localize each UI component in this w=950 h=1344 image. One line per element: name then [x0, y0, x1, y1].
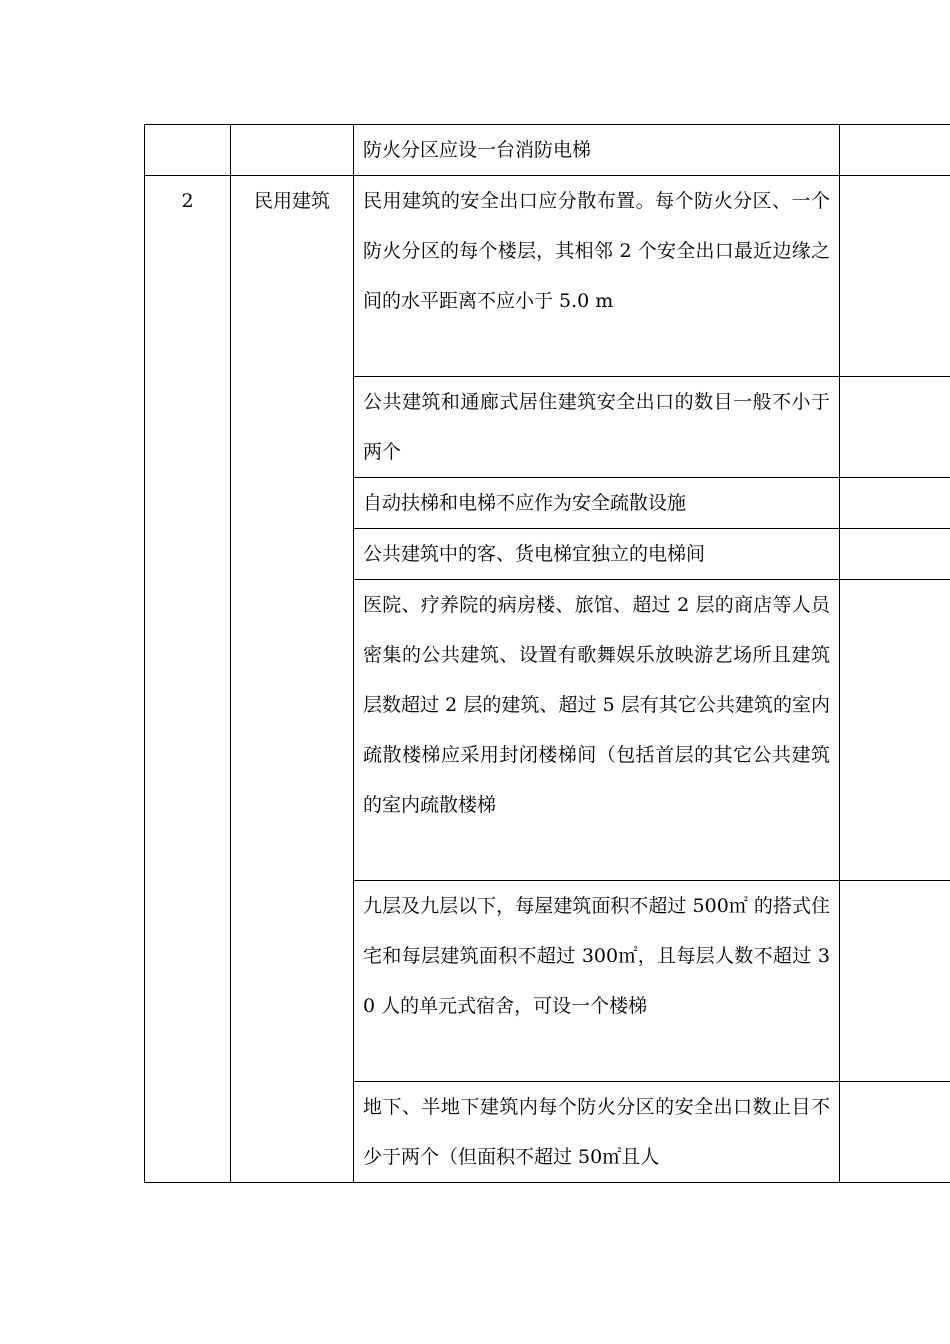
- requirement-text: 九层及九层以下，每屋建筑面积不超过 500㎡ 的搭式住宅和每层建筑面积不超过 300㎡，且每层人数不超过 30 人的单元式宿舍，可设一个楼梯: [354, 881, 840, 1082]
- remark-cell: [840, 125, 950, 176]
- requirement-text: 自动扶梯和电梯不应作为安全疏散设施: [354, 478, 840, 529]
- remark-cell: [840, 529, 950, 580]
- category-cell: [231, 125, 354, 176]
- remark-cell: [840, 881, 950, 1082]
- regulation-table: [144, 124, 950, 1183]
- requirement-text: 公共建筑中的客、货电梯宜独立的电梯间: [354, 529, 840, 580]
- remark-cell: [840, 377, 950, 478]
- item-number-cell: [145, 125, 231, 176]
- category-cell: 民用建筑: [231, 176, 354, 1183]
- requirement-text: 地下、半地下建筑内每个防火分区的安全出口数止目不少于两个（但面积不超过 50㎡且人: [354, 1082, 840, 1183]
- requirement-text: 公共建筑和通廊式居住建筑安全出口的数目一般不小于两个: [354, 377, 840, 478]
- requirement-text: 防火分区应设一台消防电梯: [354, 125, 840, 176]
- remark-cell: [840, 1082, 950, 1183]
- table-row: [145, 176, 950, 377]
- requirement-text: 民用建筑的安全出口应分散布置。每个防火分区、一个防火分区的每个楼层，其相邻 2 个安全出口最近边缘之间的水平距离不应小于 5.0 m: [354, 176, 840, 377]
- remark-cell: [840, 580, 950, 881]
- remark-cell: [840, 478, 950, 529]
- table-row: [145, 125, 950, 176]
- requirement-text: 医院、疗养院的病房楼、旅馆、超过 2 层的商店等人员密集的公共建筑、设置有歌舞娱乐放映游艺场所且建筑层数超过 2 层的建筑、超过 5 层有其它公共建筑的室内疏散楼梯应采用封闭楼梯间（包括首层的其它公共建筑的室内疏散楼梯: [354, 580, 840, 881]
- item-number-cell: 2: [145, 176, 231, 1183]
- remark-cell: [840, 176, 950, 377]
